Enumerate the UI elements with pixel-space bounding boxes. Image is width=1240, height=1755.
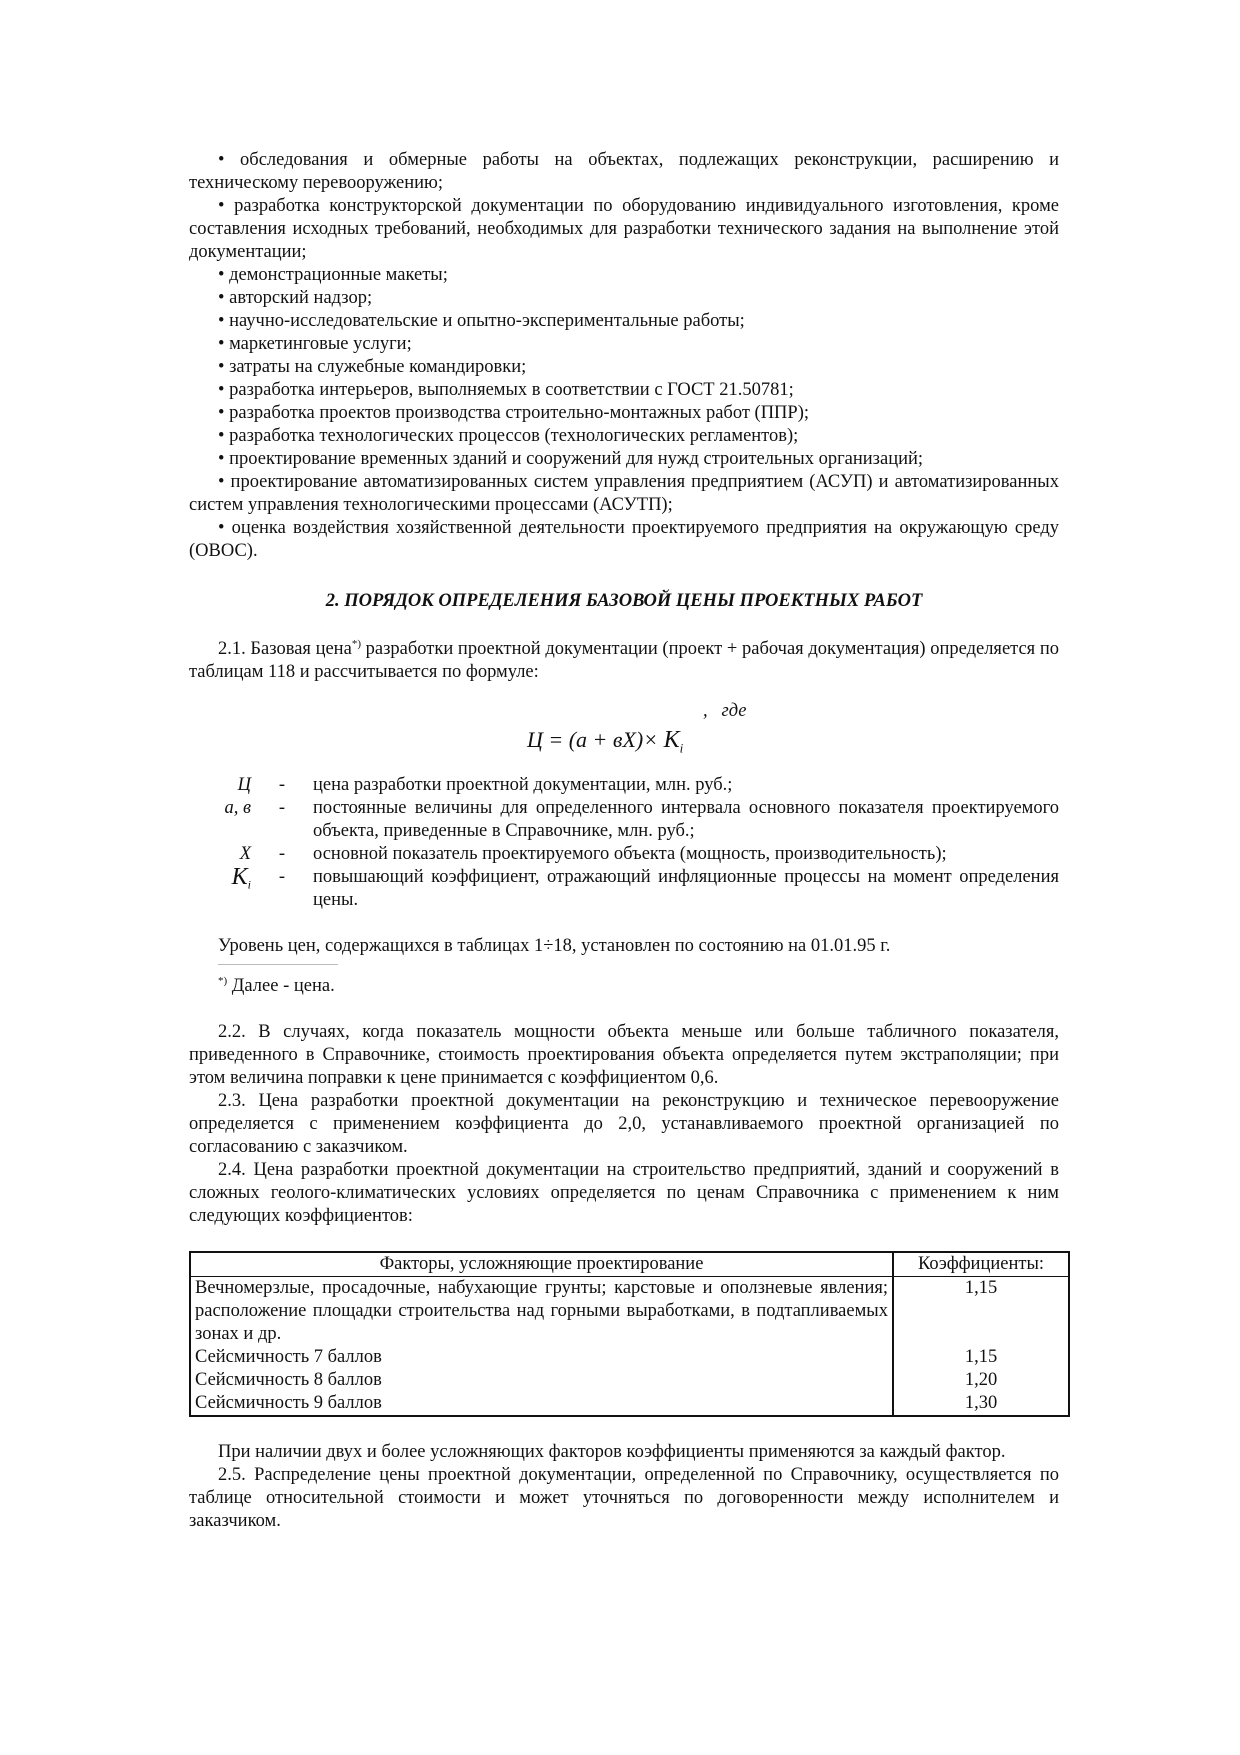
definition-row	[189, 774, 1059, 797]
formula-comma: ,	[703, 701, 708, 721]
table-cell-factor: Сейсмичность 8 баллов	[190, 1369, 893, 1392]
paragraph-2-1-start: 2.1. Базовая цена	[218, 639, 352, 659]
list-item: • маркетинговые услуги;	[218, 334, 412, 354]
footnote-separator	[218, 964, 338, 965]
list-item: • затраты на служебные командировки;	[218, 357, 527, 377]
formula-where	[703, 700, 747, 723]
list-item: • проектирование временных зданий и сооружений для нужд строительных организаций;	[218, 449, 924, 469]
table-cell-coefficient: 1,20	[893, 1369, 1069, 1392]
formula-definitions	[189, 774, 1059, 912]
definition-symbol: Х	[239, 844, 251, 864]
paragraph-after-table: При наличии двух и более усложняющих факторов коэффициенты применяются за каждый фактор.	[218, 1442, 1006, 1462]
footnote-ref: *)	[351, 637, 361, 650]
definition-row	[189, 866, 1059, 912]
table-cell-factor: Сейсмичность 9 баллов	[190, 1392, 893, 1416]
table-cell-factor: Сейсмичность 7 баллов	[190, 1346, 893, 1369]
paragraph-2-3: 2.3. Цена разработки проектной документации на реконструкцию и техническое перевооружение определяется с применением коэффициента до 2,0, устанавливаемого проектной организацией по согласованию с заказчиком.	[189, 1091, 1059, 1157]
paragraph-2-1	[189, 638, 1059, 684]
list-item: • оценка воздействия хозяйственной деятельности проектируемого предприятия на окружающую среду (ОВОС).	[189, 518, 1059, 561]
definition-symbol-subscript: i	[247, 877, 251, 892]
formula-where-word: где	[721, 701, 747, 721]
list-item: • демонстрационные макеты;	[218, 265, 448, 285]
definition-symbol: Ц	[237, 775, 251, 795]
coefficients-table	[189, 1251, 1070, 1417]
table-row	[190, 1277, 1069, 1347]
table-header-row	[190, 1252, 1069, 1277]
definition-text: основной показатель проектируемого объекта (мощность, производительность);	[313, 844, 947, 864]
list-item: • разработка проектов производства строительно-монтажных работ (ППР);	[218, 403, 810, 423]
document-body	[189, 149, 1059, 1533]
definition-row	[189, 797, 1059, 843]
definition-text: цена разработки проектной документации, млн. руб.;	[313, 775, 733, 795]
exclusions-list	[189, 149, 1059, 563]
definition-symbol	[189, 866, 251, 897]
formula-block	[189, 684, 1059, 774]
table-header-coefficients: Коэффициенты:	[893, 1252, 1069, 1277]
footnote-mark: *)	[218, 974, 228, 987]
price-formula	[527, 728, 683, 759]
footnote-text: Далее - цена.	[227, 976, 335, 996]
list-item: • авторский надзор;	[218, 288, 373, 308]
table-cell-coefficient: 1,30	[893, 1392, 1069, 1416]
table-row	[190, 1346, 1069, 1369]
formula-lhs: Ц = (а + вХ)×	[527, 727, 664, 752]
definition-dash: -	[278, 844, 286, 864]
table-cell-coefficient: 1,15	[893, 1277, 1069, 1347]
definition-text: постоянные величины для определенного интервала основного показателя проектируемого объекта, приведенные в Справочнике, млн. руб.;	[313, 798, 1059, 841]
table-header-factors: Факторы, усложняющие проектирование	[190, 1252, 893, 1277]
definition-dash: -	[278, 775, 286, 795]
definition-symbol-k: K	[231, 864, 248, 890]
table-row	[190, 1392, 1069, 1416]
table-row	[190, 1369, 1069, 1392]
list-item: • разработка интерьеров, выполняемых в соответствии с ГОСТ 21.50781;	[218, 380, 794, 400]
definition-text: повышающий коэффициент, отражающий инфляционные процессы на момент определения цены.	[313, 867, 1059, 910]
paragraph-2-2: 2.2. В случаях, когда показатель мощности объекта меньше или больше табличного показателя, приведенного в Справочнике, стоимость проектирования объекта определяется путем экстраполяции; при этом величина поправки к цене принимается с коэффициентом 0,6.	[189, 1022, 1059, 1088]
table-cell-factor: Вечномерзлые, просадочные, набухающие грунты; карстовые и оползневые явления; расположение площадки строительства над горными выработками, в подтапливаемых зонах и др.	[190, 1277, 893, 1347]
paragraph-2-5: 2.5. Распределение цены проектной документации, определенной по Справочнику, осуществляется по таблице относительной стоимости и может уточняться по договоренности между исполнителем и заказчиком.	[189, 1465, 1059, 1531]
definition-row	[189, 843, 1059, 866]
definition-dash: -	[278, 867, 286, 887]
list-item: • проектирование автоматизированных систем управления предприятием (АСУП) и автоматизированных систем управления технологическими процессами (АСУТП);	[189, 472, 1059, 515]
list-item: • разработка технологических процессов (технологических регламентов);	[218, 426, 799, 446]
list-item: • научно-исследовательские и опытно-экспериментальные работы;	[218, 311, 745, 331]
definition-dash: -	[278, 798, 286, 818]
formula-k: K	[663, 727, 680, 753]
paragraph-2-4: 2.4. Цена разработки проектной документации на строительство предприятий, зданий и сооружений в сложных геолого-климатических условиях определяется по ценам Справочника с применением к ним следующих коэффициентов:	[189, 1160, 1059, 1226]
definition-symbol: а, в	[224, 798, 251, 818]
formula-k-subscript: i	[679, 740, 684, 756]
paragraph-2-1-rest: разработки проектной документации (проект + рабочая документация) определяется по таблицам 118 и рассчитывается по формуле:	[189, 639, 1060, 682]
price-level-note: Уровень цен, содержащихся в таблицах 1÷18, установлен по состоянию на 01.01.95 г.	[218, 936, 891, 956]
table-cell-coefficient: 1,15	[893, 1346, 1069, 1369]
section-heading: 2. ПОРЯДОК ОПРЕДЕЛЕНИЯ БАЗОВОЙ ЦЕНЫ ПРОЕКТНЫХ РАБОТ	[325, 591, 923, 611]
list-item: • обследования и обмерные работы на объектах, подлежащих реконструкции, расширению и техническому перевооружению;	[189, 150, 1059, 193]
footnote	[189, 975, 1059, 998]
list-item: • разработка конструкторской документации по оборудованию индивидуального изготовления, кроме составления исходных требований, необходимых для разработки технического задания на выполнение этой документации;	[189, 196, 1059, 262]
